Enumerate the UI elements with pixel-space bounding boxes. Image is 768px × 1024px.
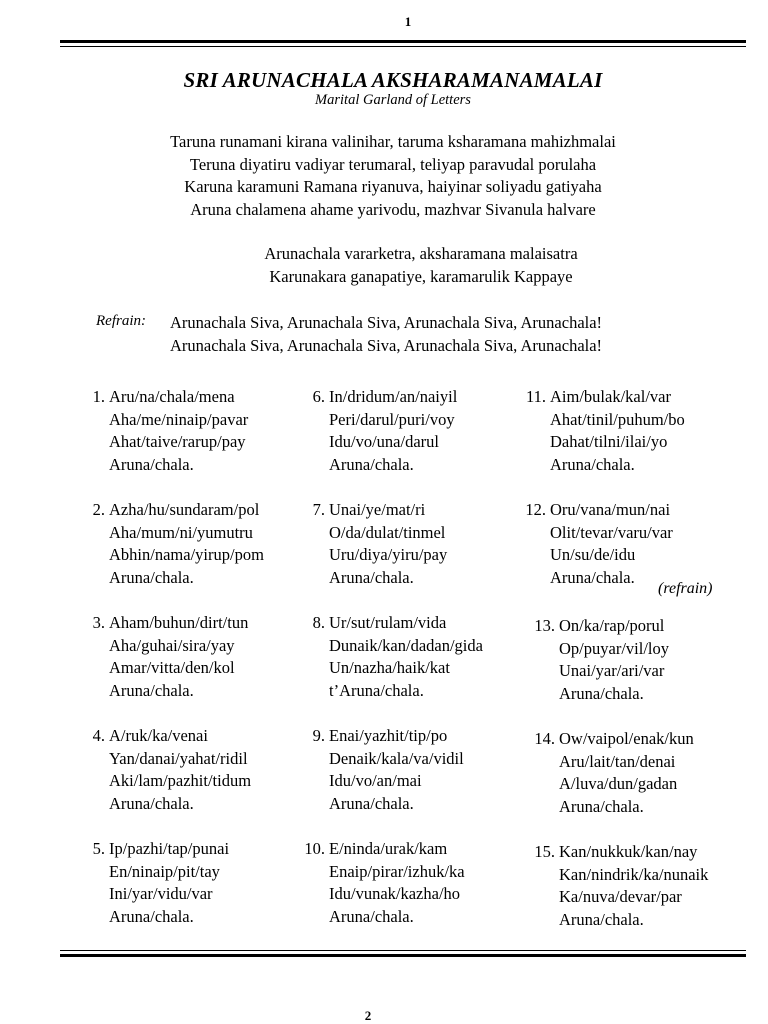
verse-lines [109, 499, 264, 590]
prayer-line: Karunakara ganapatiye, karamarulik Kappaye [269, 266, 573, 286]
verse-lines [109, 838, 229, 929]
invocation-line: Teruna diyatiru vadiyar terumaral, teliyap paravudal porulaha [189, 154, 597, 174]
bottom-rule-thick [60, 954, 746, 957]
verse-line: Aruna/chala. [550, 455, 635, 475]
verse-lines [329, 838, 465, 929]
refrain-note: (refrain) [658, 580, 713, 597]
verse-line: Ur/sut/rulam/vida [329, 613, 447, 632]
verse-number: 5. [92, 839, 105, 858]
verse-line: A/luva/dun/gadan [559, 774, 678, 794]
verse-lines [559, 615, 669, 706]
verse-number: 4. [92, 726, 105, 745]
verse-lines [559, 728, 694, 819]
verse-line: Enai/yazhit/tip/po [329, 726, 448, 745]
verse-lines [559, 841, 708, 932]
verse-line: Uru/diya/yiru/pay [329, 545, 448, 565]
verse-number: 14. [534, 729, 555, 748]
verse-line: Denaik/kala/va/vidil [329, 748, 464, 768]
verse-line: Yan/danai/yahat/ridil [109, 748, 248, 768]
verse-line: Aruna/chala. [329, 794, 414, 814]
verse-line: Amar/vitta/den/kol [109, 658, 235, 678]
verse-line: Aha/guhai/sira/yay [109, 635, 235, 655]
verse-line: Aha/mum/ni/yumutru [109, 522, 253, 542]
verse-line: Enaip/pirar/izhuk/ka [329, 861, 465, 881]
verse-line: Ow/vaipol/enak/kun [559, 729, 694, 748]
refrain-line: Arunachala Siva, Arunachala Siva, Arunachala Siva, Arunachala! [170, 313, 603, 332]
verse-number: 15. [534, 842, 555, 861]
verse-lines [329, 499, 447, 590]
verse-line: Ini/yar/vidu/var [109, 884, 213, 904]
verse-line: Ka/nuva/devar/par [559, 887, 682, 907]
verse-line: Ip/pazhi/tap/punai [109, 839, 230, 858]
verse-number: 11. [525, 387, 546, 406]
verse-line: Aruna/chala. [559, 910, 644, 930]
verse-lines [329, 612, 483, 703]
verse-number: 10. [304, 839, 325, 858]
prayer-block [100, 243, 742, 288]
top-rule-thin [60, 46, 746, 47]
verse-line: O/da/dulat/tinmel [329, 522, 446, 542]
verse-line: Aruna/chala. [550, 568, 635, 588]
verse-lines [329, 386, 457, 477]
verse-line: Dunaik/kan/dadan/gida [329, 635, 483, 655]
verse-line: A/ruk/ka/venai [109, 726, 208, 745]
verse-line: Ahat/tinil/puhum/bo [550, 409, 685, 429]
verse-number: 6. [312, 387, 325, 406]
page-number-top: 1 [404, 14, 412, 29]
invocation-block [100, 131, 686, 222]
verse-line: Dahat/tilni/ilai/yo [550, 432, 668, 452]
verse-line: Un/nazha/haik/kat [329, 658, 450, 678]
verse-lines [109, 386, 248, 477]
verse-line: Unai/ye/mat/ri [329, 500, 426, 519]
verse-number: 3. [92, 613, 105, 632]
verse-line: E/ninda/urak/kam [329, 839, 448, 858]
verse-line: Op/puyar/vil/loy [559, 638, 669, 658]
verse-number: 7. [312, 500, 325, 519]
verse-line: En/ninaip/pit/tay [109, 861, 220, 881]
invocation-line: Karuna karamuni Ramana riyanuva, haiyinar soliyadu gatiyaha [184, 177, 602, 197]
verse-line: Kan/nukkuk/kan/nay [559, 842, 698, 861]
verse-lines [550, 386, 685, 477]
verse-number: 2. [92, 500, 105, 519]
verse-line: Azha/hu/sundaram/pol [109, 500, 260, 519]
verse-line: Aruna/chala. [329, 568, 414, 588]
verse-line: Ahat/taive/rarup/pay [109, 432, 246, 452]
refrain-line: Arunachala Siva, Arunachala Siva, Arunachala Siva, Arunachala! [170, 335, 603, 355]
verse-number: 9. [312, 726, 325, 745]
verse-line: Aru/lait/tan/denai [559, 751, 676, 771]
verse-line: Aruna/chala. [109, 455, 194, 475]
verse-line: On/ka/rap/porul [559, 616, 665, 635]
verse-line: Aki/lam/pazhit/tidum [109, 771, 252, 791]
verse-line: Olit/tevar/varu/var [550, 522, 673, 542]
invocation-line: Aruna chalamena ahame yarivodu, mazhvar Sivanula halvare [190, 200, 596, 220]
verse-line: Peri/darul/puri/voy [329, 409, 455, 429]
verse-number: 8. [312, 613, 325, 632]
verse-line: Abhin/nama/yirup/pom [109, 545, 264, 565]
verse-line: Aim/bulak/kal/var [550, 387, 671, 406]
verse-line: Idu/vunak/kazha/ho [329, 884, 461, 904]
refrain-label: Refrain: [96, 313, 146, 329]
verse-line: Aruna/chala. [109, 681, 194, 701]
verse-line: Aruna/chala. [329, 455, 414, 475]
verse-line: Aruna/chala. [109, 794, 194, 814]
verse-lines [329, 725, 464, 816]
verse-line: Aruna/chala. [109, 568, 194, 588]
verse-number: 1. [92, 387, 105, 406]
verse-line: Aruna/chala. [109, 907, 194, 927]
prayer-line: Arunachala vararketra, aksharamana malaisatra [264, 244, 578, 263]
verse-line: t’Aruna/chala. [329, 681, 424, 701]
page-number-bottom: 2 [364, 1008, 372, 1023]
verse-line: Oru/vana/mun/nai [550, 500, 671, 519]
verse-lines [109, 725, 251, 816]
bottom-rule-thin [60, 950, 746, 951]
refrain-block [170, 312, 602, 357]
invocation-line: Taruna runamani kirana valinihar, taruma ksharamana mahizhmalai [170, 132, 616, 151]
verse-line: In/dridum/an/naiyil [329, 387, 458, 406]
verse-line: Unai/yar/ari/var [559, 661, 665, 681]
verse-lines [109, 612, 248, 703]
page-title: SRI ARUNACHALA AKSHARAMANAMALAI [183, 68, 603, 92]
verse-line: Idu/vo/an/mai [329, 771, 422, 791]
verse-line: Aruna/chala. [329, 907, 414, 927]
verse-number: 13. [534, 616, 555, 635]
verse-number: 12. [525, 500, 546, 519]
verse-line: Aruna/chala. [559, 684, 644, 704]
page-subtitle: Marital Garland of Letters [315, 92, 471, 108]
verse-line: Aruna/chala. [559, 797, 644, 817]
verse-line: Idu/vo/una/darul [329, 432, 439, 452]
verse-line: Aham/buhun/dirt/tun [109, 613, 249, 632]
top-rule-thick [60, 40, 746, 43]
verse-line: Aha/me/ninaip/pavar [109, 409, 249, 429]
verse-line: Un/su/de/idu [550, 545, 636, 565]
verse-line: Aru/na/chala/mena [109, 387, 235, 406]
verse-line: Kan/nindrik/ka/nunaik [559, 864, 709, 884]
verse-lines [550, 499, 673, 590]
